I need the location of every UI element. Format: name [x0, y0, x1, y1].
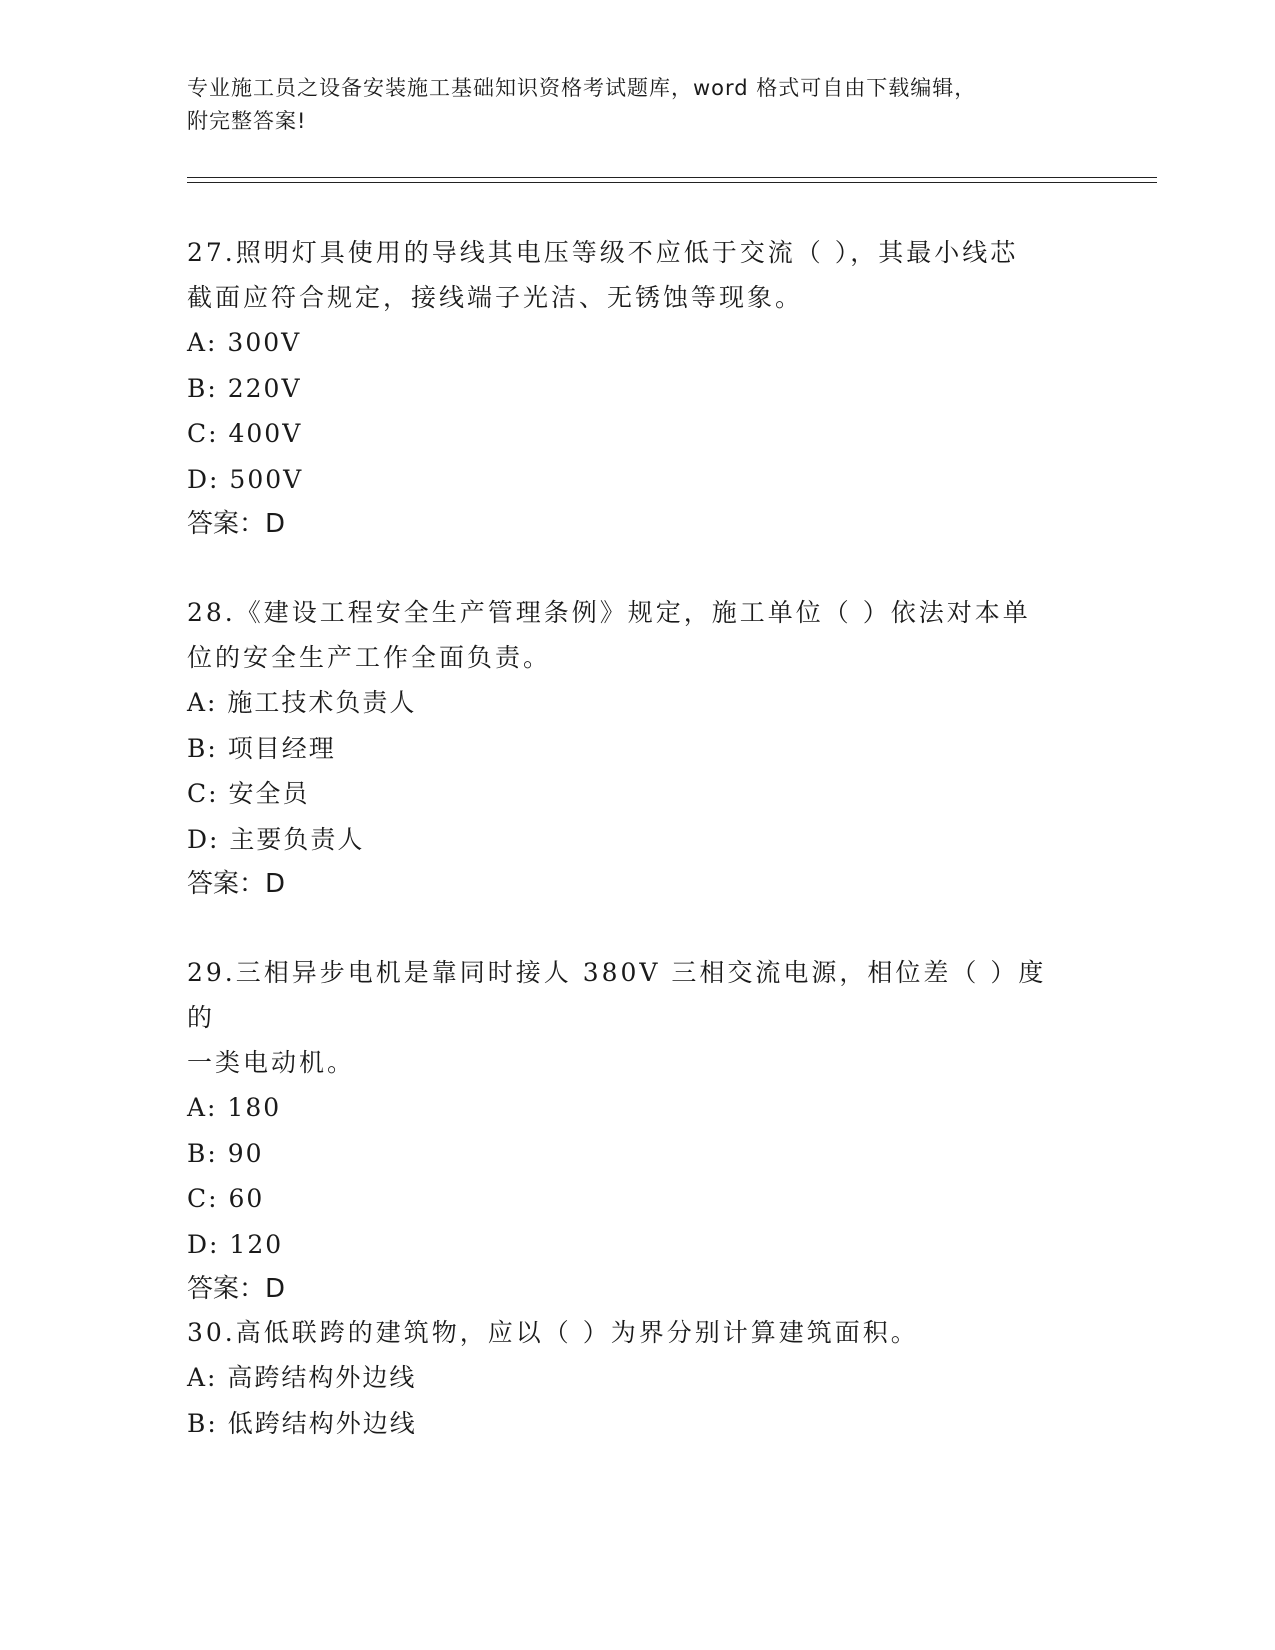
question-stem-line: 截面应符合规定，接线端子光洁、无锈蚀等现象。: [187, 283, 804, 312]
option-c: C: 400V: [187, 419, 303, 448]
question-30: [187, 1310, 1067, 1446]
option-d: D: 500V: [187, 464, 304, 494]
header-line-1: 专业施工员之设备安装施工基础知识资格考试题库，word 格式可自由下载编辑，: [187, 76, 977, 100]
header-divider-top: [187, 177, 1157, 178]
option-a: A: 施工技术负责人: [187, 688, 417, 717]
option-c: C: 安全员: [187, 779, 310, 808]
question-stem-line: 27.照明灯具使用的导线其电压等级不应低于交流（ ），其最小线芯: [187, 238, 1019, 267]
question-27: [187, 230, 1067, 547]
question-29: [187, 950, 1067, 1312]
question-stem-line: 30.高低联跨的建筑物，应以（ ）为界分别计算建筑面积。: [187, 1318, 919, 1347]
option-a: A: 300V: [187, 328, 302, 357]
option-a: A: 高跨结构外边线: [187, 1363, 417, 1392]
header-divider-bottom: [187, 182, 1157, 183]
question-stem-line: 一类电动机。: [187, 1048, 356, 1077]
option-a: A: 180: [187, 1093, 282, 1122]
option-d: D: 120: [187, 1229, 284, 1259]
question-stem-line: 29.三相异步电机是靠同时接人 380V 三相交流电源，相位差（ ）度的: [187, 958, 1047, 1032]
option-b: B: 220V: [187, 373, 302, 403]
question-28: [187, 590, 1067, 907]
question-stem-line: 位的安全生产工作全面负责。: [187, 643, 552, 672]
document-header: [187, 72, 1087, 138]
answer: 答案：D: [187, 1274, 286, 1304]
option-b: B: 90: [187, 1138, 264, 1168]
option-c: C: 60: [187, 1184, 265, 1213]
option-b: B: 项目经理: [187, 733, 336, 763]
header-line-2: 附完整答案!: [187, 109, 307, 133]
option-b: B: 低跨结构外边线: [187, 1408, 417, 1438]
answer: 答案：D: [187, 869, 286, 899]
option-d: D: 主要负责人: [187, 824, 365, 854]
question-stem-line: 28.《建设工程安全生产管理条例》规定，施工单位（ ）依法对本单: [187, 598, 1031, 627]
answer: 答案：D: [187, 509, 286, 539]
